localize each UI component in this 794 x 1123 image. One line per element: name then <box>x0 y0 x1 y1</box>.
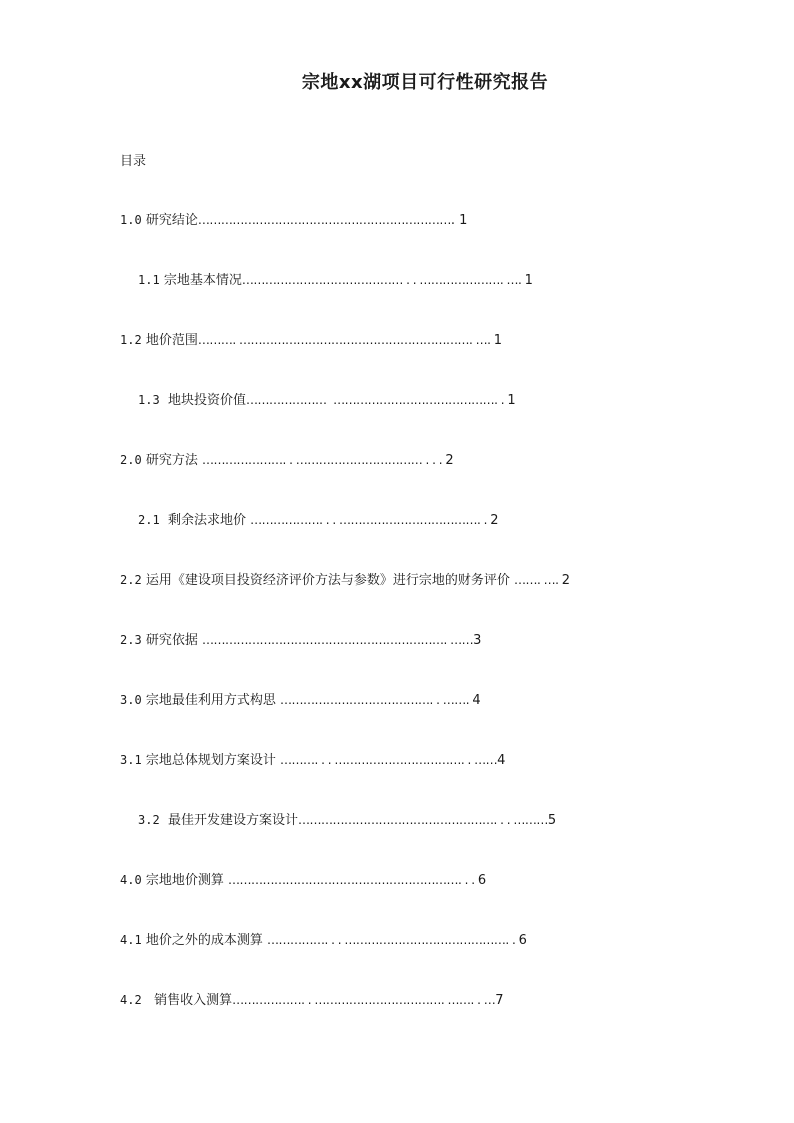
toc-entry-leader: ………………… ……………………………………. . <box>245 393 508 407</box>
toc-entry <box>120 992 504 1009</box>
toc-entry-number: 1.2 <box>120 333 142 347</box>
toc-entry-text: 研究结论 <box>141 213 198 228</box>
toc-entry <box>120 872 486 889</box>
toc-entry-leader: ………. ……………………………………………………. …. <box>197 333 494 347</box>
toc-entry-page: 4 <box>497 753 506 768</box>
toc-entry-page: 1 <box>524 273 533 288</box>
toc-entry-page: . 1 <box>450 213 468 228</box>
toc-entry-number: 3.1 <box>120 753 142 767</box>
toc-entry-leader: ………………. . . ………………………………. . <box>250 513 491 527</box>
document-title: 宗地xx湖项目可行性研究报告 <box>301 72 549 93</box>
toc-heading: 目录 <box>120 154 147 169</box>
toc-entry-leader: …………………. . …………………………… . . . <box>201 453 446 467</box>
toc-entry-leader: …………………………………. . ……. <box>279 693 473 707</box>
toc-entry-number: 2.1 <box>138 513 160 527</box>
toc-entry-page: 4 <box>472 693 481 708</box>
toc-entry-page: 7 <box>495 993 504 1008</box>
toc-entry-text: 剩余法求地价 <box>159 513 251 528</box>
toc-entry-number: 1.1 <box>138 273 160 287</box>
toc-entry-page: 1 <box>507 393 516 408</box>
toc-entry-text: 宗地地价测算 <box>141 873 228 888</box>
toc-entry-leader: ………. . . ……………………………. . …… <box>279 753 498 767</box>
toc-entry-leader: …………………………………… . . …………………. …. <box>241 273 525 287</box>
toc-entry-page: 2 <box>445 453 454 468</box>
toc-entry-number: 1.3 <box>138 393 160 407</box>
toc-entry-number: 2.0 <box>120 453 142 467</box>
toc-entry-text: 研究依据 <box>141 633 202 648</box>
toc-entry-page: 5 <box>547 813 557 828</box>
toc-entry-page: 3 <box>473 633 482 648</box>
toc-entry-text: 宗地总体规划方案设计 <box>141 753 280 768</box>
toc-entry-leader: ……………………………………………. . . ……… <box>297 813 548 827</box>
toc-entry <box>138 812 556 829</box>
toc-entry-text: 宗地基本情况 <box>159 273 242 288</box>
toc-entry-number: 4.2 <box>120 993 142 1007</box>
toc-entry-number: 4.1 <box>120 933 142 947</box>
toc-entry-leader: ……. …. <box>513 573 562 587</box>
toc-entry <box>138 392 516 409</box>
toc-entry-page: 2 <box>561 573 570 588</box>
toc-entry-leader: ………………………………………………………… <box>197 213 451 227</box>
toc-entry-text: 研究方法 <box>141 453 202 468</box>
toc-entry <box>120 692 481 709</box>
toc-entry <box>120 572 570 589</box>
toc-entry-page: 2 <box>490 513 499 528</box>
toc-entry-page: 6 <box>518 933 527 948</box>
toc-entry-text: 宗地最佳利用方式构思 <box>141 693 280 708</box>
toc-entry-text: 地价范围 <box>141 333 198 348</box>
toc-entry <box>138 272 533 289</box>
toc-entry <box>120 452 454 469</box>
toc-entry <box>120 752 505 769</box>
toc-entry-number: 3.2 <box>138 813 160 827</box>
toc-entry-number: 3.0 <box>120 693 142 707</box>
toc-entry <box>120 632 481 649</box>
toc-entry-number: 1.0 <box>120 213 142 227</box>
toc-entry-text: 运用《建设项目投资经济评价方法与参数》进行宗地的财务评价 <box>141 573 514 588</box>
toc-entry-number: 2.3 <box>120 633 142 647</box>
toc-entry <box>120 212 467 229</box>
toc-entry-text: 地块投资价值 <box>159 393 246 408</box>
toc-entry-leader: ……………. . . ……………………………………. . <box>266 933 519 947</box>
toc-entry <box>138 512 499 529</box>
toc-entry-text: 销售收入测算 <box>141 993 233 1008</box>
toc-entry-page: 6 <box>477 873 487 888</box>
toc-entry-text: 最佳开发建设方案设计 <box>159 813 298 828</box>
toc-entry-number: 2.2 <box>120 573 142 587</box>
toc-entry-leader: ………………………………………………………. …… <box>201 633 474 647</box>
toc-entry-leader: ……………………………………………………. . . <box>227 873 478 887</box>
toc-entry <box>120 932 527 949</box>
toc-entry-page: 1 <box>493 333 502 348</box>
toc-entry-leader: ………………. . ……………………………. ……. . … <box>232 993 496 1007</box>
toc-entry-number: 4.0 <box>120 873 142 887</box>
toc-entry <box>120 332 502 349</box>
toc-entry-text: 地价之外的成本测算 <box>141 933 267 948</box>
